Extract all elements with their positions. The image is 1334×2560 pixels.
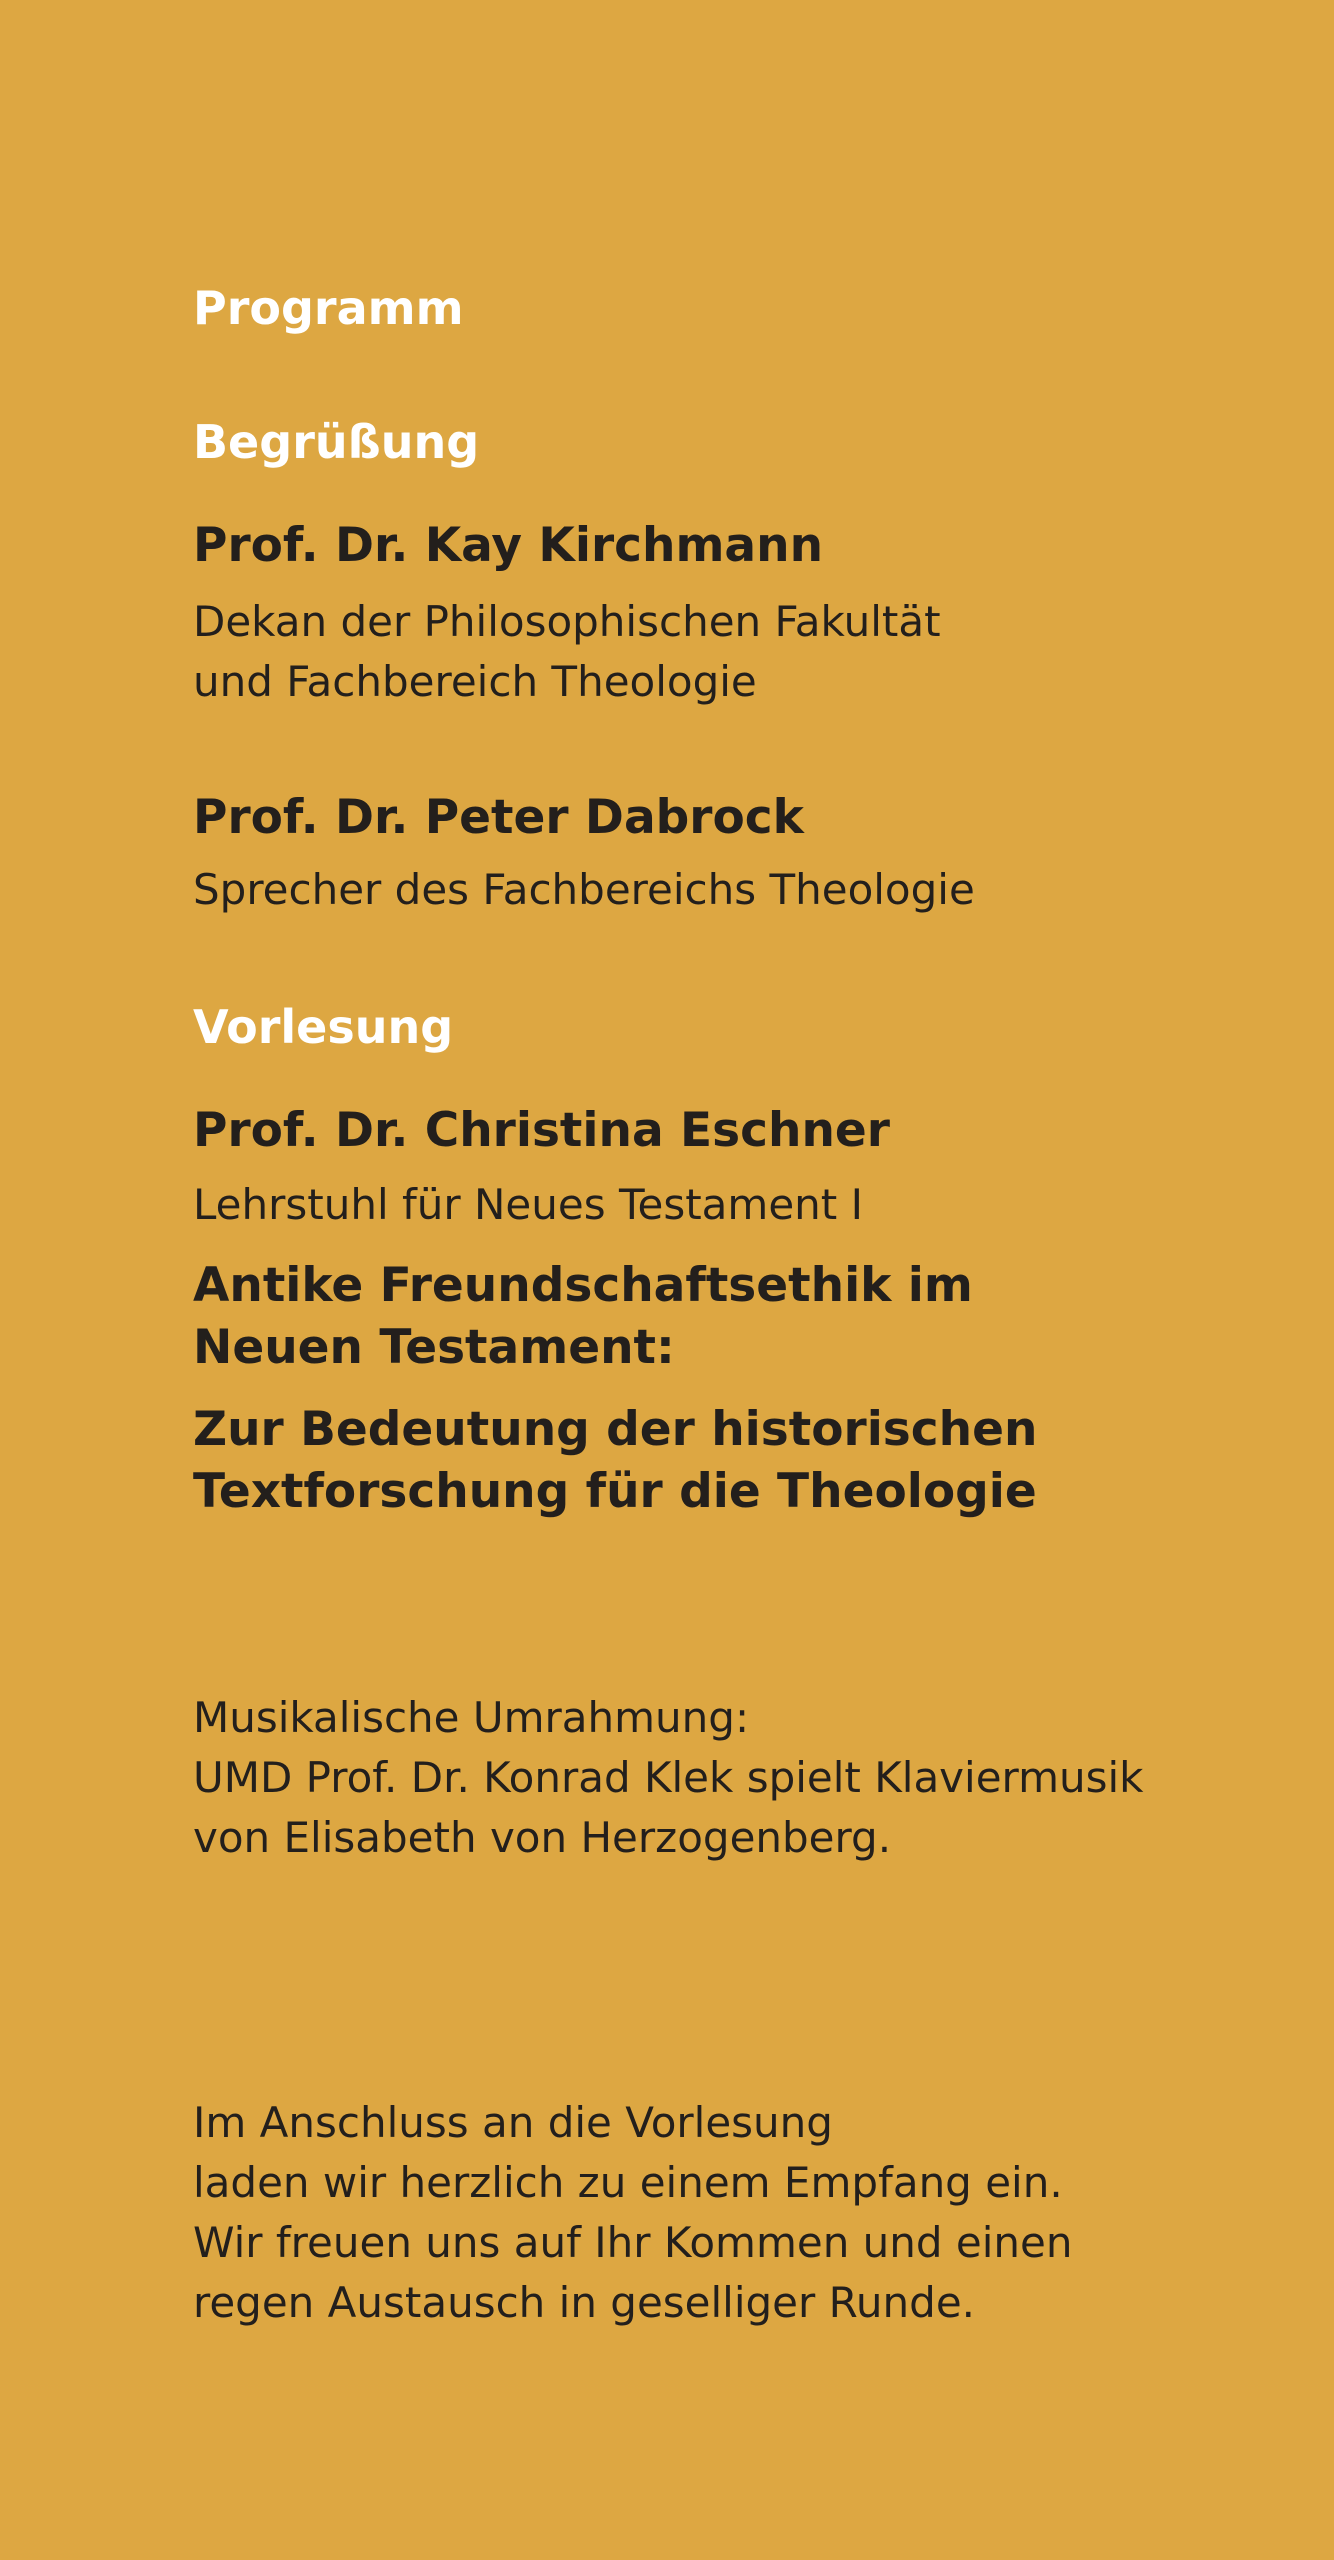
lecture-subtitle bbox=[193, 1399, 1037, 1523]
lecture-subtitle-line: Textforschung für die Theologie bbox=[193, 1464, 1037, 1519]
music-line: von Elisabeth von Herzogenberg. bbox=[193, 1813, 892, 1862]
lecture-speaker-role: Lehrstuhl für Neues Testament I bbox=[193, 1180, 863, 1229]
welcome-heading: Begrüßung bbox=[193, 415, 480, 469]
speaker-name-dabrock: Prof. Dr. Peter Dabrock bbox=[193, 790, 804, 845]
role-line: Dekan der Philosophischen Fakultät bbox=[193, 597, 941, 646]
lecture-title-line: Neuen Testament: bbox=[193, 1320, 675, 1375]
lecture-subtitle-line: Zur Bedeutung der historischen bbox=[193, 1402, 1038, 1457]
reception-line: laden wir herzlich zu einem Empfang ein. bbox=[193, 2158, 1063, 2207]
lecture-title bbox=[193, 1255, 973, 1379]
reception-line: Im Anschluss an die Vorlesung bbox=[193, 2098, 833, 2147]
reception-line: Wir freuen uns auf Ihr Kommen und einen bbox=[193, 2218, 1073, 2267]
speaker-name-kirchmann: Prof. Dr. Kay Kirchmann bbox=[193, 518, 824, 573]
lecture-speaker-name: Prof. Dr. Christina Eschner bbox=[193, 1103, 890, 1158]
speaker-role-dabrock bbox=[193, 860, 975, 920]
music-line: UMD Prof. Dr. Konrad Klek spielt Klaviermusik bbox=[193, 1753, 1144, 1802]
speaker-role-kirchmann bbox=[193, 592, 941, 712]
role-line: Sprecher des Fachbereichs Theologie bbox=[193, 865, 975, 914]
reception-line: regen Austausch in geselliger Runde. bbox=[193, 2278, 976, 2327]
lecture-heading: Vorlesung bbox=[193, 1000, 454, 1054]
reception-note bbox=[193, 2093, 1073, 2333]
music-line: Musikalische Umrahmung: bbox=[193, 1693, 750, 1742]
role-line: und Fachbereich Theologie bbox=[193, 657, 757, 706]
program-title: Programm bbox=[193, 281, 464, 335]
lecture-title-line: Antike Freundschaftsethik im bbox=[193, 1258, 973, 1313]
music-note bbox=[193, 1688, 1143, 1868]
